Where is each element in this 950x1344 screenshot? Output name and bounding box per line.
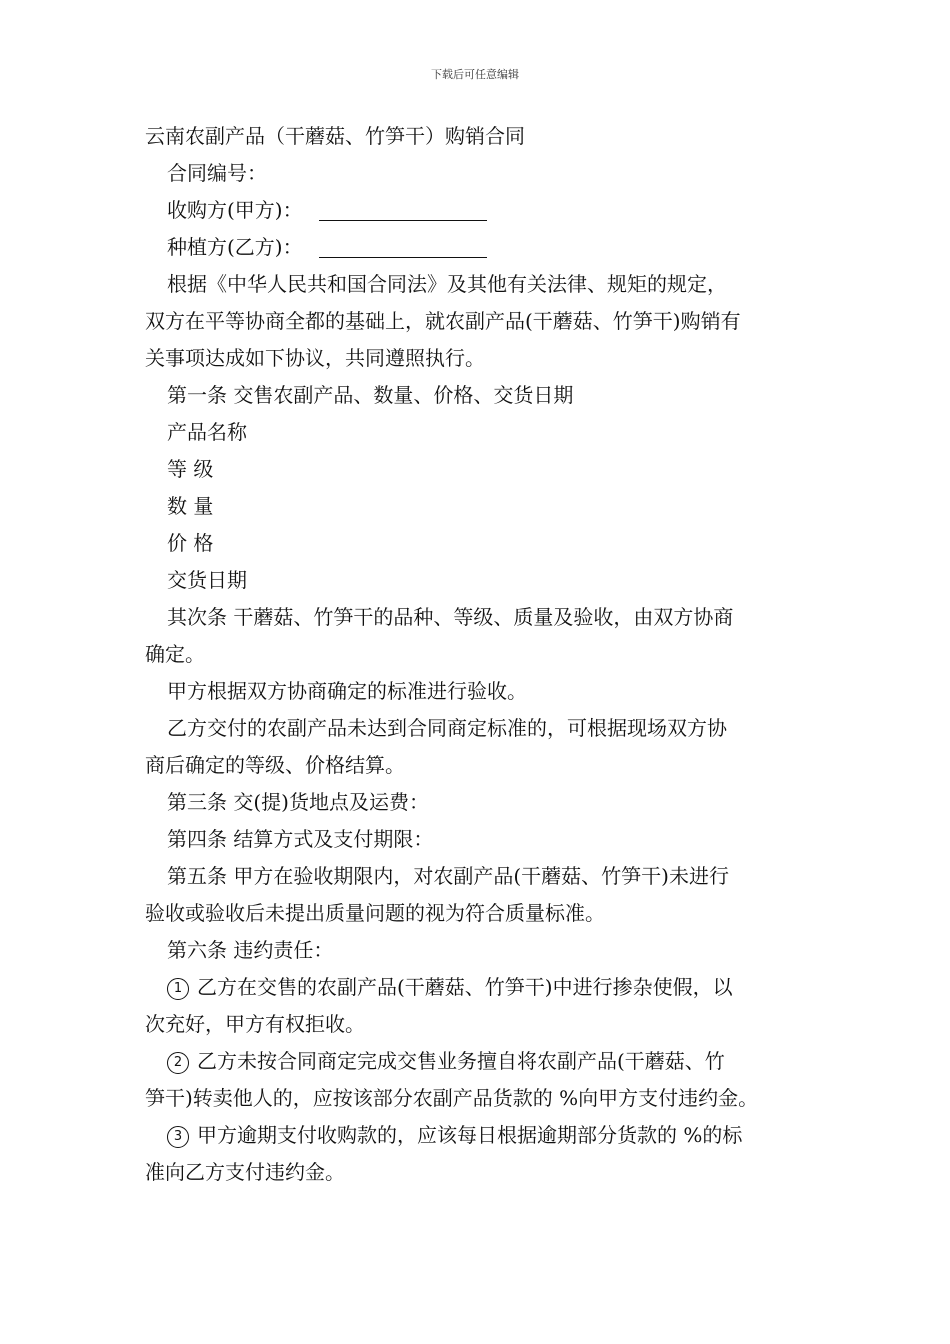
settlement-line: 乙方交付的农副产品未达到合同商定标准的，可根据现场双方协 (167, 716, 727, 740)
article-4-heading: 第四条 结算方式及支付期限： (167, 827, 434, 851)
preamble-line: 关事项达成如下协议，共同遵照执行。 (145, 346, 485, 370)
preamble-line: 双方在平等协商全都的基础上，就农副产品(干蘑菇、竹笋干)购销有 (145, 309, 741, 333)
circled-number: 1 (167, 978, 189, 1000)
article-3-heading: 第三条 交(提)货地点及运费： (167, 790, 429, 814)
article-2-line: 其次条 干蘑菇、竹笋干的品种、等级、质量及验收，由双方协商 (167, 605, 734, 629)
buyer-label: 收购方(甲方)： (167, 198, 303, 222)
article-1-heading: 第一条 交售农副产品、数量、价格、交货日期 (167, 383, 574, 407)
article-5-line: 验收或验收后未提出质量问题的视为符合质量标准。 (145, 901, 605, 925)
field-price: 价 格 (167, 531, 214, 555)
field-product-name: 产品名称 (167, 420, 247, 444)
buyer-line (145, 192, 810, 229)
circled-number: 2 (167, 1052, 189, 1074)
article-2-line: 确定。 (145, 642, 205, 666)
page-header: 下载后可任意编辑 (431, 68, 519, 81)
contract-title: 云南农副产品（干蘑菇、竹笋干）购销合同 (145, 124, 525, 148)
field-grade: 等 级 (167, 457, 214, 481)
grower-label: 种植方(乙方)： (167, 235, 303, 259)
field-delivery-date: 交货日期 (167, 568, 247, 592)
grower-blank (319, 235, 487, 258)
article-5-line: 第五条 甲方在验收期限内，对农副产品(干蘑菇、竹笋干)未进行 (167, 864, 729, 888)
liability-item-2-cont: 笋干)转卖他人的，应按该部分农副产品货款的 %向甲方支付违约金。 (145, 1086, 759, 1110)
liability-item-3 (145, 1117, 810, 1154)
liability-item-3-cont: 准向乙方支付违约金。 (145, 1160, 345, 1184)
contract-number: 合同编号： (167, 161, 267, 185)
article-6-heading: 第六条 违约责任： (167, 938, 334, 962)
settlement-line: 商后确定的等级、价格结算。 (145, 753, 405, 777)
contract-body (145, 118, 810, 1191)
field-quantity: 数 量 (167, 494, 214, 518)
circled-number: 3 (167, 1126, 189, 1148)
preamble-line: 根据《中华人民共和国合同法》及其他有关法律、规矩的规定， (167, 272, 727, 296)
liability-item-2 (145, 1043, 810, 1080)
liability-item-1-cont: 次充好，甲方有权拒收。 (145, 1012, 365, 1036)
liability-text: 乙方在交售的农副产品(干蘑菇、竹笋干)中进行掺杂使假，以 (197, 975, 733, 999)
grower-line (145, 229, 810, 266)
liability-item-1 (145, 969, 810, 1006)
liability-text: 乙方未按合同商定完成交售业务擅自将农副产品(干蘑菇、竹 (197, 1049, 725, 1073)
acceptance-paragraph: 甲方根据双方协商确定的标准进行验收。 (167, 679, 527, 703)
buyer-blank (319, 198, 487, 221)
liability-text: 甲方逾期支付收购款的，应该每日根据逾期部分货款的 %的标 (197, 1123, 743, 1147)
